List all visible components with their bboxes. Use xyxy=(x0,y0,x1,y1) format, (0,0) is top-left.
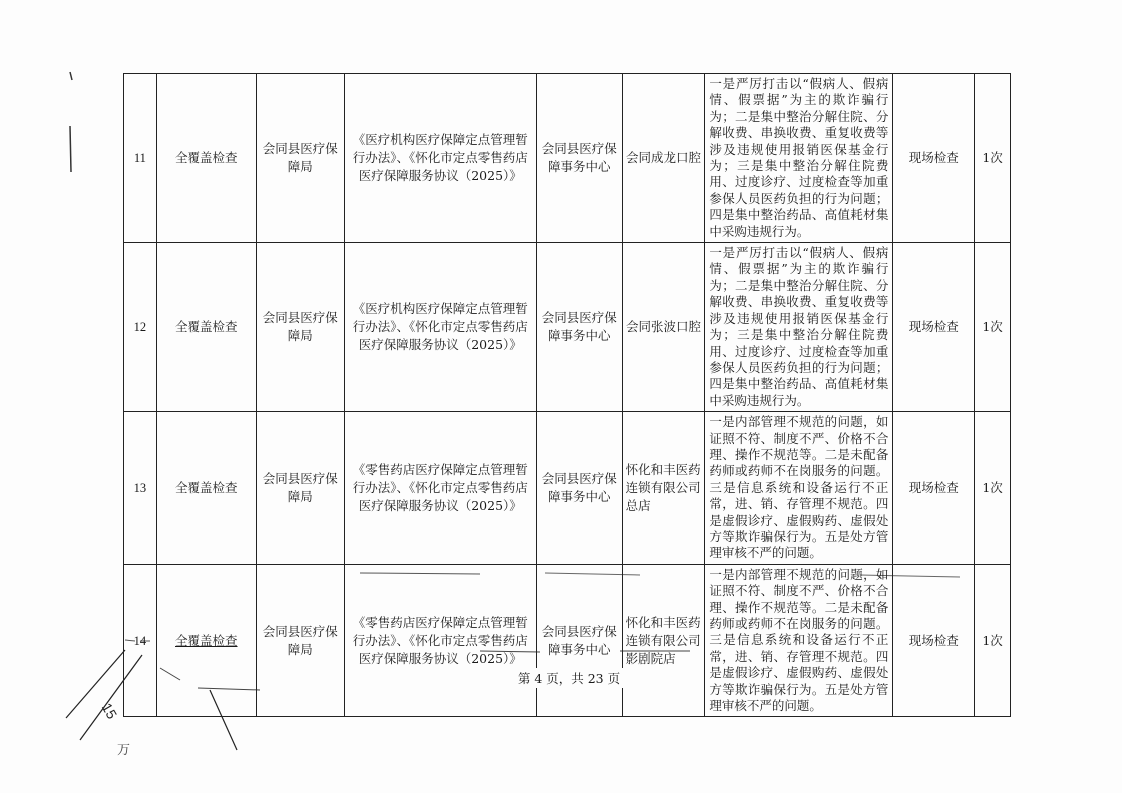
target: 会同张波口腔 xyxy=(622,243,705,412)
check-method: 现场检查 xyxy=(893,564,975,717)
legal-basis: 《零售药店医疗保障定点管理暂行办法》、《怀化市定点零售药店医疗保障服务协议（2025）》 xyxy=(344,412,536,565)
check-content: 一是严厉打击以“假病人、假病情、假票据”为主的欺诈骗行为；二是集中整治分解住院、分解收费、串换收费、重复收费等涉及违规使用报销医保基金行为；三是集中整治分解住院费用、过度诊疗、过度检查等加重参保人员医药负担的行为问题；四是集中整治药品、高值耗材集中采购违规行为。 xyxy=(705,74,893,243)
check-method: 现场检查 xyxy=(893,74,975,243)
check-type: 全覆盖检查 xyxy=(156,74,256,243)
department: 会同县医疗保障局 xyxy=(256,564,344,717)
department: 会同县医疗保障局 xyxy=(256,412,344,565)
handwritten-mark: 15 xyxy=(98,700,121,722)
target: 怀化和丰医药连锁有限公司总店 xyxy=(622,412,705,565)
frequency: 1次 xyxy=(975,564,1011,717)
check-method: 现场检查 xyxy=(893,243,975,412)
check-type: 全覆盖检查 xyxy=(156,412,256,565)
row-number: 11 xyxy=(124,74,157,243)
legal-basis: 《零售药店医疗保障定点管理暂行办法》、《怀化市定点零售药店医疗保障服务协议（2025）》 xyxy=(344,564,536,717)
department: 会同县医疗保障局 xyxy=(256,74,344,243)
frequency: 1次 xyxy=(975,74,1011,243)
check-type: 全覆盖检查 xyxy=(156,243,256,412)
row-number: 13 xyxy=(124,412,157,565)
department: 会同县医疗保障局 xyxy=(256,243,344,412)
check-content: 一是严厉打击以“假病人、假病情、假票据”为主的欺诈骗行为；二是集中整治分解住院、分解收费、串换收费、重复收费等涉及违规使用报销医保基金行为；三是集中整治分解住院费用、过度诊疗、过度检查等加重参保人员医药负担的行为问题；四是集中整治药品、高值耗材集中采购违规行为。 xyxy=(705,243,893,412)
check-content: 一是内部管理不规范的问题，如证照不符、制度不严、价格不合理、操作不规范等。二是未配备药师或药师不在岗服务的问题。三是信息系统和设备运行不正常，进、销、存管理不规范。四是虚假诊疗、虚假购药、虚假处方等欺诈骗保行为。五是处方管理审核不严的问题。 xyxy=(705,564,893,717)
executing-unit: 会同县医疗保障事务中心 xyxy=(536,74,622,243)
legal-basis: 《医疗机构医疗保障定点管理暂行办法》、《怀化市定点零售药店医疗保障服务协议（2025）》 xyxy=(344,74,536,243)
frequency: 1次 xyxy=(975,412,1011,565)
check-method: 现场检查 xyxy=(893,412,975,565)
target: 怀化和丰医药连锁有限公司影剧院店 xyxy=(622,564,705,717)
executing-unit: 会同县医疗保障事务中心 xyxy=(536,412,622,565)
executing-unit: 会同县医疗保障事务中心 xyxy=(536,243,622,412)
frequency: 1次 xyxy=(975,243,1011,412)
page-number: 第 4 页，共 23 页 xyxy=(514,668,624,688)
executing-unit: 会同县医疗保障事务中心 xyxy=(536,564,622,717)
target: 会同成龙口腔 xyxy=(622,74,705,243)
row-number: 12 xyxy=(124,243,157,412)
legal-basis: 《医疗机构医疗保障定点管理暂行办法》、《怀化市定点零售药店医疗保障服务协议（2025）》 xyxy=(344,243,536,412)
row-number: 14 xyxy=(124,564,157,717)
handwritten-mark: 万 xyxy=(117,742,131,757)
check-content: 一是内部管理不规范的问题，如证照不符、制度不严、价格不合理、操作不规范等。二是未配备药师或药师不在岗服务的问题。三是信息系统和设备运行不正常，进、销、存管理不规范。四是虚假诊疗、虚假购药、虚假处方等欺诈骗保行为。五是处方管理审核不严的问题。 xyxy=(705,412,893,565)
check-type: 全覆盖检查 xyxy=(156,564,256,717)
